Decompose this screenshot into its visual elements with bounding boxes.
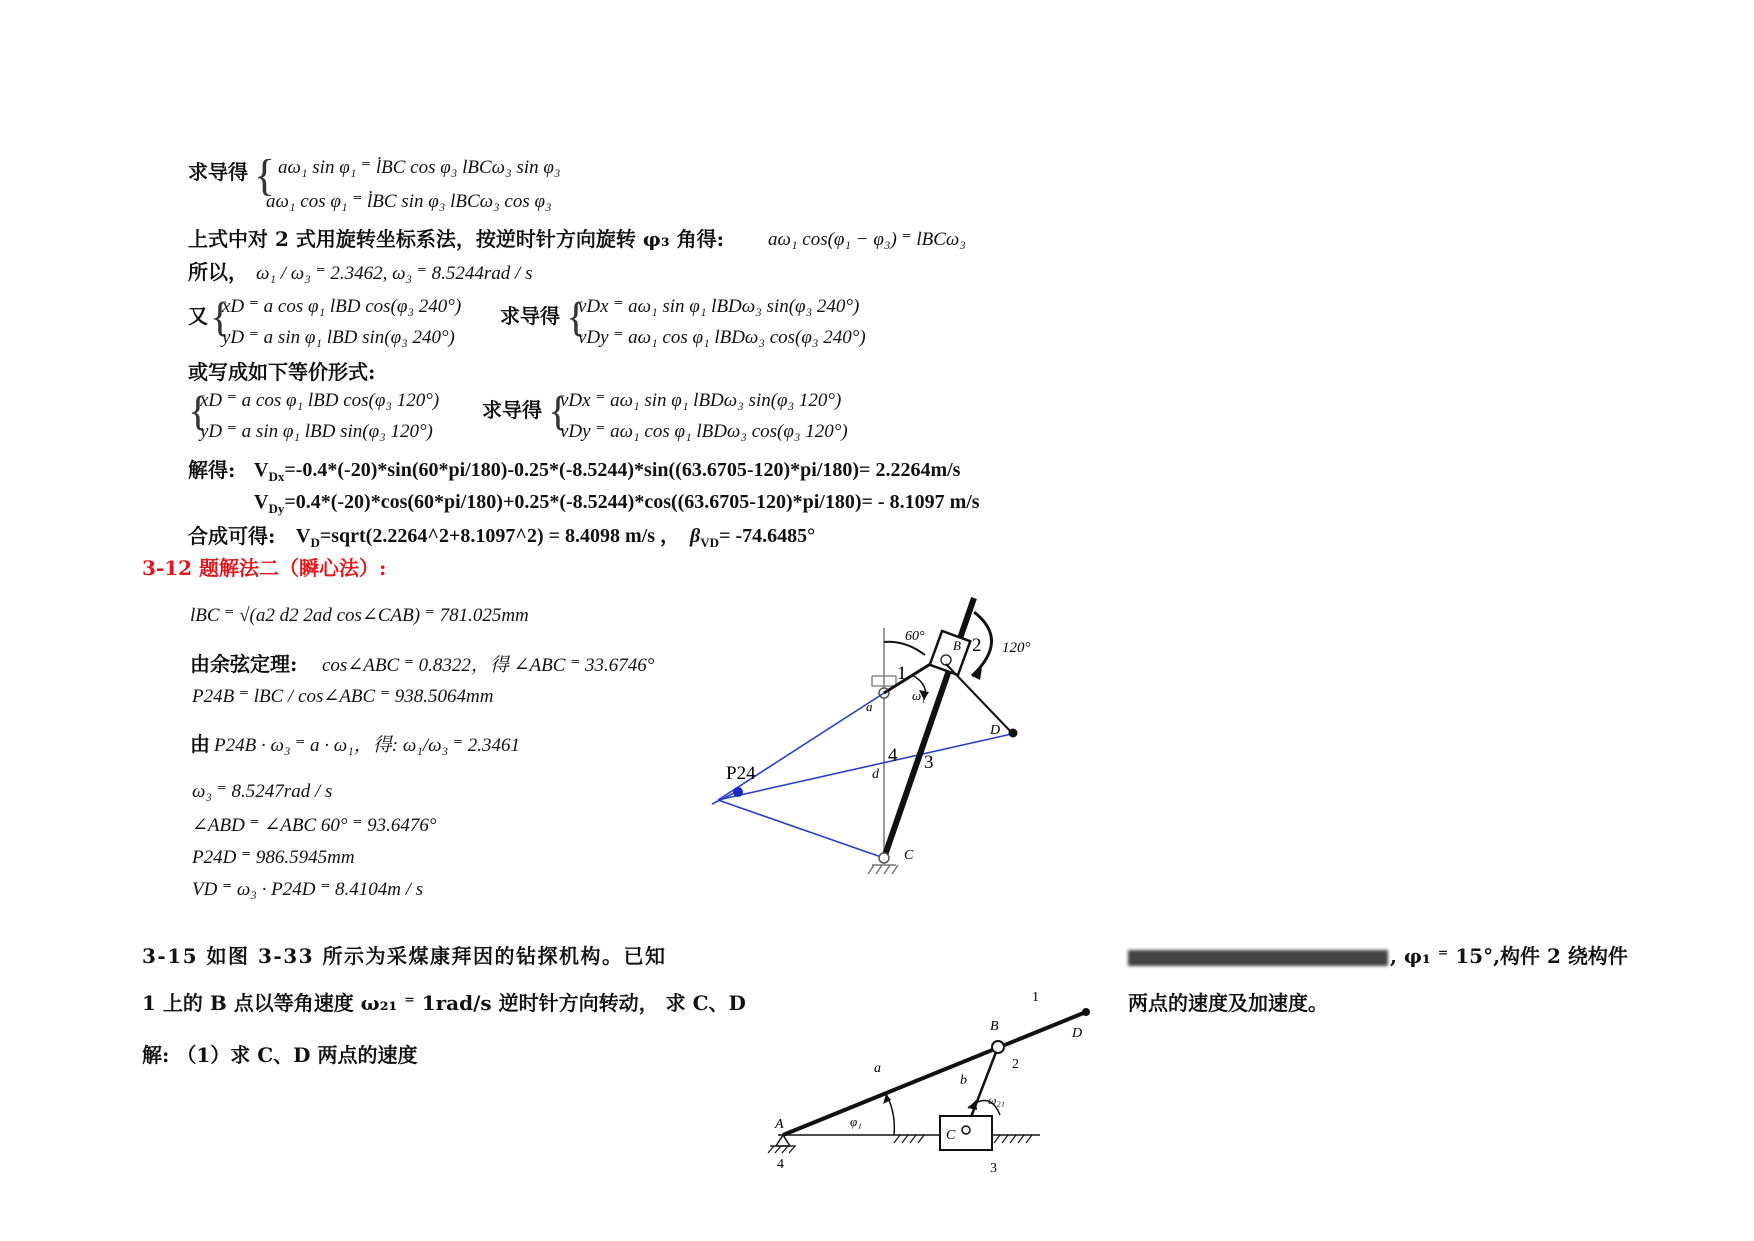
label-phi1: φ₁ bbox=[850, 1114, 862, 1129]
label-b: B bbox=[990, 1019, 999, 1034]
label-c: C bbox=[904, 848, 914, 863]
vel2-eq-2: vDy ⁼ aω₁ cos φ₁ lBDω₃ cos(φ₃ 120°) bbox=[560, 421, 848, 442]
problem-para-1-left: 3-15 如图 3-33 所示为采煤康拜因的钻探机构。已知 bbox=[142, 944, 667, 968]
brace: { bbox=[566, 295, 587, 341]
ground-a bbox=[776, 1135, 790, 1146]
beta-eq: = -74.6485° bbox=[719, 525, 816, 547]
redacted-smudge bbox=[1128, 950, 1388, 966]
label-120: 120° bbox=[1002, 640, 1031, 656]
so-label: 所以， bbox=[188, 260, 248, 284]
label-omega1: ω₁ bbox=[912, 688, 926, 703]
point-d bbox=[1082, 1008, 1090, 1016]
label-d: D bbox=[990, 723, 1001, 738]
vd-eq: VD ⁼ ω₃ · P24D ⁼ 8.4104m / s bbox=[192, 879, 424, 900]
deriv-eq-2: aω₁ cos φ₁ ⁼ l̇BC sin φ₃ lBCω₃ cos φ₃ bbox=[266, 191, 552, 212]
pin-c bbox=[962, 1126, 970, 1134]
p24d-eq: P24D ⁼ 986.5945mm bbox=[192, 847, 355, 868]
deriv-eq-1: aω₁ sin φ₁ ⁼ l̇BC cos φ₃ lBCω₃ sin φ₃ bbox=[278, 157, 561, 178]
section-title: 3-12 题解法二（瞬心法）: bbox=[142, 556, 387, 580]
label-a-dim: a bbox=[874, 1061, 881, 1076]
from-eq: P24B · ω₃ ⁼ a · ω₁，得: ω₁/ω₃ ⁼ 2.3461 bbox=[214, 735, 520, 756]
vdy-eq: =0.4*(-20)*cos(60*pi/180)+0.25*(-8.5244)*cos((63.6705-120)*pi/180)= - 8.1097 m/s bbox=[284, 491, 980, 513]
label-link-2: 2 bbox=[972, 635, 982, 656]
lbc-eq: lBC ⁼ √(a2 d2 2ad cos∠CAB) ⁼ 781.025mm bbox=[190, 605, 529, 626]
solve-label: 解得: bbox=[188, 458, 236, 482]
deriv3-label: 求导得 bbox=[482, 398, 542, 422]
label-d: D bbox=[1072, 1026, 1083, 1041]
vdx-eq: =-0.4*(-20)*sin(60*pi/180)-0.25*(-8.5244)*sin((63.6705-120)*pi/180)= 2.2264m/s bbox=[284, 459, 961, 481]
brace: { bbox=[254, 151, 276, 200]
vdy-sub: Dy bbox=[268, 501, 285, 516]
solution-line: 解: （1）求 C、D 两点的速度 bbox=[142, 1043, 418, 1067]
brace: { bbox=[548, 389, 569, 435]
deriv-label: 求导得 bbox=[188, 160, 248, 184]
comb-eq: =sqrt(2.2264^2+8.1097^2) = 8.4098 m/s ， bbox=[319, 525, 681, 547]
vel1-eq-1: vDx ⁼ aω₁ sin φ₁ lBDω₃ sin(φ₃ 240°) bbox=[578, 296, 860, 317]
problem-para-2-left: 1 上的 B 点以等角速度 ω₂₁ ⁼ 1rad/s 逆时针方向转动， 求 C、D bbox=[142, 991, 746, 1015]
point-p24 bbox=[733, 787, 743, 797]
problem-para-2-right: 两点的速度及加速度。 bbox=[1128, 991, 1328, 1015]
label-c: C bbox=[946, 1128, 956, 1143]
rotate-eq: aω₁ cos(φ₁ − φ₃) ⁼ lBCω₃ bbox=[768, 229, 966, 250]
brace: { bbox=[188, 389, 209, 435]
label-link-3: 3 bbox=[924, 752, 934, 773]
pos2-eq-1: xD ⁼ a cos φ₁ lBD cos(φ₃ 120°) bbox=[200, 390, 440, 411]
pivot-c bbox=[879, 853, 889, 863]
vdy-line: $V_{Dy}=0.4*(-20)*\cos(60*pi/180)+0.25*(-8.5244)*\cos((63.6705-120)*pi/180)= - 8.1097$ m/s bbox=[254, 491, 980, 516]
line-p24-d bbox=[718, 733, 1016, 800]
from-label: 由 bbox=[190, 732, 210, 756]
abd-eq: ∠ABD ⁼ ∠ABC 60° ⁼ 93.6476° bbox=[192, 815, 437, 836]
cos-eq: cos∠ABC ⁼ 0.8322，得 ∠ABC ⁼ 33.6746° bbox=[322, 655, 655, 676]
vel1-eq-2: vDy ⁼ aω₁ cos φ₁ lBDω₃ cos(φ₃ 240°) bbox=[578, 327, 866, 348]
ground-hatch-a bbox=[768, 1146, 796, 1153]
p24b-eq: P24B ⁼ lBC / cos∠ABC ⁼ 938.5064mm bbox=[192, 686, 494, 707]
label-p24: P24 bbox=[726, 763, 756, 784]
cos-label: 由余弦定理: bbox=[190, 652, 298, 676]
beta-sub: VD bbox=[700, 535, 720, 550]
brace: { bbox=[210, 295, 231, 341]
label-b-dim: b bbox=[960, 1073, 967, 1088]
label-a-dim: a bbox=[866, 699, 873, 714]
label-omega21: ω₂₁ bbox=[988, 1093, 1005, 1107]
pin-b bbox=[992, 1041, 1004, 1053]
label-link-2: 2 bbox=[1012, 1057, 1019, 1072]
pos1-eq-2: yD ⁼ a sin φ₁ lBD sin(φ₃ 240°) bbox=[222, 327, 455, 348]
vdx-line: $V_{Dx}=-0.4*(-20)*\sin(60*pi/180)-0.25*(-8.5244)*\sin((63.6705-120)*pi/180)= 2.2264m/s$ bbox=[254, 459, 961, 484]
line-p24-c bbox=[718, 800, 884, 858]
label-link-1: 1 bbox=[897, 663, 907, 684]
pin-b bbox=[941, 655, 951, 665]
label-d-dim: d bbox=[872, 767, 879, 782]
point-d bbox=[1009, 729, 1018, 738]
vel2-eq-1: vDx ⁼ aω₁ sin φ₁ lBDω₃ sin(φ₃ 120°) bbox=[560, 390, 842, 411]
pos2-eq-2: yD ⁼ a sin φ₁ lBD sin(φ₃ 120°) bbox=[200, 421, 433, 442]
vdx-sub: Dx bbox=[268, 469, 285, 484]
w3-eq: ω₃ ⁼ 8.5247rad / s bbox=[192, 781, 333, 802]
label-link-1: 1 bbox=[1032, 990, 1039, 1005]
label-b: B bbox=[953, 638, 961, 653]
label-a: A bbox=[775, 1117, 784, 1132]
ground-hatch-c bbox=[868, 865, 898, 874]
instant-center-diagram bbox=[700, 585, 1060, 885]
label-link-4: 4 bbox=[888, 745, 898, 766]
drilling-mechanism-diagram bbox=[760, 985, 1100, 1180]
problem-para-1-right: , φ₁ ⁼ 15°,构件 2 绕构件 bbox=[1390, 944, 1628, 968]
link-1 bbox=[783, 1012, 1086, 1135]
arrow-head bbox=[968, 1100, 977, 1110]
label-60: 60° bbox=[905, 629, 925, 644]
also-label: 又 bbox=[188, 304, 208, 328]
label-link-4: 4 bbox=[777, 1157, 784, 1172]
so-eq: ω₁ / ω₃ ⁼ 2.3462, ω₃ ⁼ 8.5244rad / s bbox=[256, 263, 533, 284]
comb-line: $V_D=sqrt(2.2264\^{}2+8.1097\^{}2) = 8.4098$ m/s ， $\beta_{VD}= -74.6485^\circ$ bbox=[296, 525, 816, 550]
rotate-text: 上式中对 2 式用旋转坐标系法，按逆时针方向旋转 φ₃ 角得: bbox=[188, 227, 725, 251]
equiv-label: 或写成如下等价形式: bbox=[188, 360, 376, 384]
comb-sub: D bbox=[310, 535, 320, 550]
deriv2-label: 求导得 bbox=[500, 304, 560, 328]
label-link-3: 3 bbox=[990, 1161, 997, 1176]
comb-label: 合成可得: bbox=[188, 524, 276, 548]
pos1-eq-1: xD ⁼ a cos φ₁ lBD cos(φ₃ 240°) bbox=[222, 296, 462, 317]
